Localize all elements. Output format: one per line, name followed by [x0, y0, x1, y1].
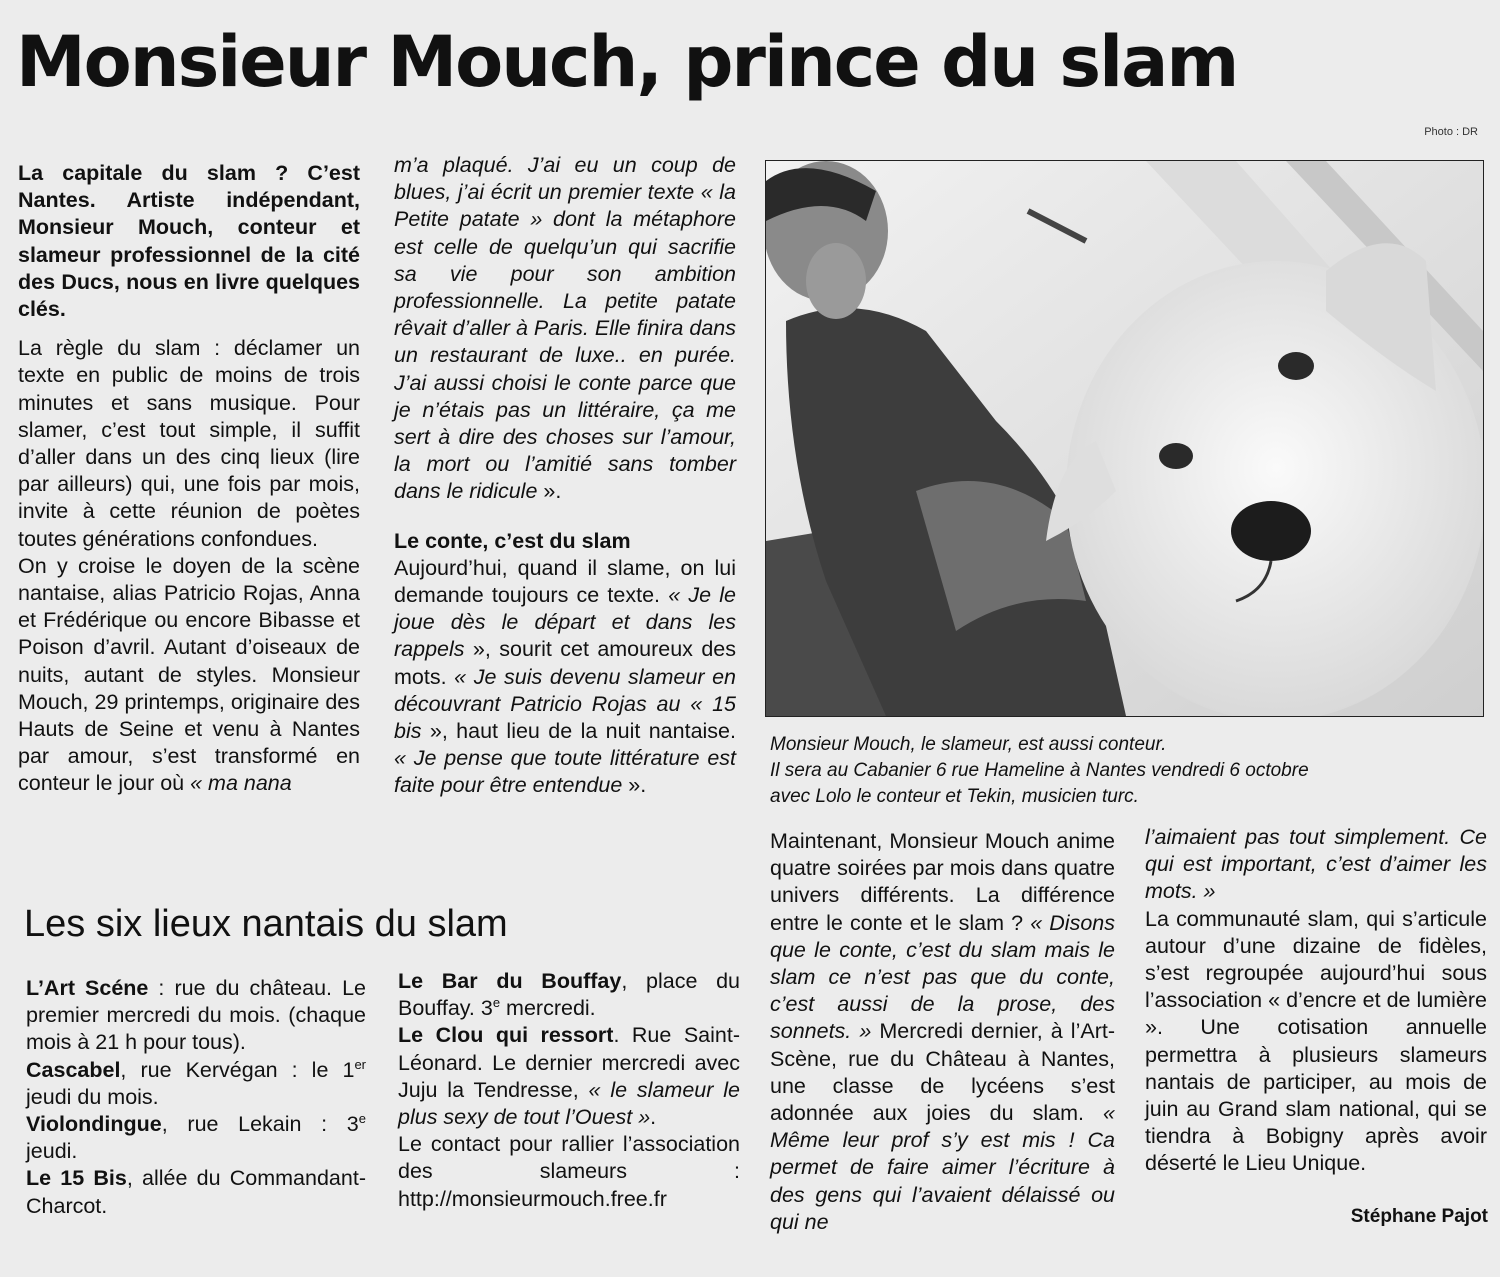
column-4 [1145, 824, 1487, 1178]
venue-name: L’Art Scéne [26, 976, 149, 1000]
venue-details: mercredi. [500, 996, 596, 1021]
quote: l’aimaient pas tout simplement. Ce qui est important, c’est d’aimer les mots. » [1145, 825, 1487, 904]
paragraph [770, 828, 1115, 1236]
quote: « Disons que le conte, c’est du slam mais le slam ce n’est pas que du conte, c’est aussi de la prose, des sonnets. » [770, 910, 1115, 1044]
photo-credit: Photo : DR [1424, 126, 1478, 138]
quote: « Je pense que toute littérature est faite pour être entendue [394, 746, 736, 798]
column-1 [18, 160, 360, 798]
caption-line: avec Lolo le conteur et Tekin, musicien turc. [770, 786, 1139, 807]
quote: « Même leur prof s’y est mis ! Ca permet de faire aimer l’écriture à des gens qui l’avaient délaissé ou qui ne [770, 1101, 1115, 1234]
contact: Le contact pour rallier l’association des slameurs : http://monsieurmouch.free.fr [398, 1132, 740, 1211]
subhead: Le conte, c’est du slam [394, 528, 631, 553]
quote: « ma nana [190, 771, 292, 796]
caption-line: Monsieur Mouch, le slameur, est aussi conteur. [770, 734, 1167, 755]
text: », haut lieu de la nuit nantaise. [421, 719, 736, 744]
paragraph [18, 553, 360, 798]
venues-title: Les six lieux nantais du slam [24, 903, 508, 945]
venue-name: Violondingue [26, 1112, 162, 1137]
venue-details: . [650, 1105, 657, 1130]
lede: La capitale du slam ? C’est Nantes. Artiste indépendant, Monsieur Mouch, conteur et slameur professionnel de la cité des Ducs, nous en livre quelques clés. [18, 161, 360, 322]
quote: « Je suis devenu slameur en découvrant Patricio Rojas au « 15 bis [394, 664, 736, 744]
text: On y croise le doyen de la scène nantaise, alias Patricio Rojas, Anna et Frédérique ou encore Bibasse et Poison d’avril. Autant d’oiseaux de nuits, autant de styles. Monsieur Mouch, 29 printemps, originaire des Hauts de Seine et venu à Nantes par amour, s’est transformé en conteur le jour où [18, 553, 360, 796]
venue-details: , rue Kervégan : le 1 [120, 1057, 355, 1082]
byline: Stéphane Pajot [1350, 1206, 1488, 1227]
venue-details: jeudi du mois. [26, 1084, 159, 1109]
photo-caption [770, 732, 1470, 810]
text: ». [537, 479, 562, 504]
venue-details: , rue Lekain : 3 [161, 1112, 359, 1137]
venue-item [26, 975, 366, 1057]
venue-name: Le Bar du Bouffay [398, 969, 622, 993]
caption-line: Il sera au Cabanier 6 rue Hameline à Nantes vendredi 6 octobre [770, 760, 1309, 781]
venue-details: , allée du Commandant-Charcot. [26, 1166, 366, 1218]
venue-details: jeudi. [26, 1139, 78, 1164]
headline: Monsieur Mouch, prince du slam [16, 21, 1238, 103]
column-3 [770, 828, 1115, 1236]
text: Maintenant, Monsieur Mouch anime quatre soirées par mois dans quatre univers différents. La différence entre le conte et le slam ? [770, 829, 1115, 935]
quote: « Je le joue dès le départ et dans les rappels [394, 583, 736, 662]
text: Mercredi dernier, à l’Art-Scène, rue du Château à Nantes, une classe de lycéens s’est adonnée aux joies du slam. [770, 1019, 1115, 1126]
venue-name: Le Clou qui ressort [398, 1023, 614, 1048]
venue-item [26, 1111, 366, 1165]
venue-name: Cascabel [26, 1057, 121, 1082]
venue-name: Le 15 Bis [26, 1166, 127, 1191]
quote: « le slameur le plus sexy de tout l’Ouest » [398, 1077, 740, 1130]
paragraph: La règle du slam : déclamer un texte en public de moins de trois minutes et sans musique. Pour slamer, c’est tout simple, il suffit d’aller dans un des cinq lieux (lire par ailleurs) qui, une fois par mois, invite à cette réunion de poètes toutes générations confondues. [18, 336, 360, 551]
article-photo [765, 160, 1484, 717]
venue-item [26, 1165, 366, 1219]
paragraph: La communauté slam, qui s’articule autour d’une dizaine de fidèles, s’est regroupée aujourd’hui sous l’association « d’encre et de lumière ». Une cotisation annuelle permettra à plusieurs slameurs nantais de participer, au mois de juin au Grand slam national, qui se tiendra à Bobigny après avoir déserté le Lieu Unique. [1145, 906, 1487, 1176]
venue-details: , place du Bouffay. 3 [398, 969, 741, 1021]
ordinal: er [354, 1056, 366, 1072]
venue-item [26, 1057, 366, 1111]
venue-item [398, 968, 740, 1022]
text: », sourit cet amoureux des mots. [394, 637, 736, 689]
quote: m’a plaqué. J’ai eu un coup de blues, j’ai écrit un premier texte « la Petite patate » dont la métaphore est celle de quelqu’un qui sacrifie sa vie pour son ambition professionnelle. La petite patate rêvait d’aller à Paris. Elle finira dans un restaurant de luxe.. en purée. J’ai aussi choisi le conte parce que je n’étais pas un littéraire, ça me sert à dire des choses sur l’amour, la mort ou l’amitié sans tomber dans le ridicule [394, 153, 736, 504]
venues-column-1 [26, 975, 366, 1220]
column-2 [394, 152, 736, 800]
venue-details: : rue du château. Le premier mercredi du mois. (chaque mois à 21 h pour tous). [26, 976, 366, 1055]
venue-details: . Rue Saint-Léonard. Le dernier mercredi avec Juju la Tendresse, [398, 1023, 740, 1102]
photo-man-and-dog [766, 161, 1483, 716]
paragraph [394, 555, 736, 800]
venues-column-2 [398, 968, 740, 1213]
paragraph [394, 152, 736, 506]
venue-item [398, 1022, 740, 1131]
ordinal: e [492, 995, 501, 1011]
text: Aujourd’hui, quand il slame, on lui demande toujours ce texte. [394, 555, 736, 608]
ordinal: e [358, 1110, 366, 1126]
text: ». [622, 773, 647, 798]
